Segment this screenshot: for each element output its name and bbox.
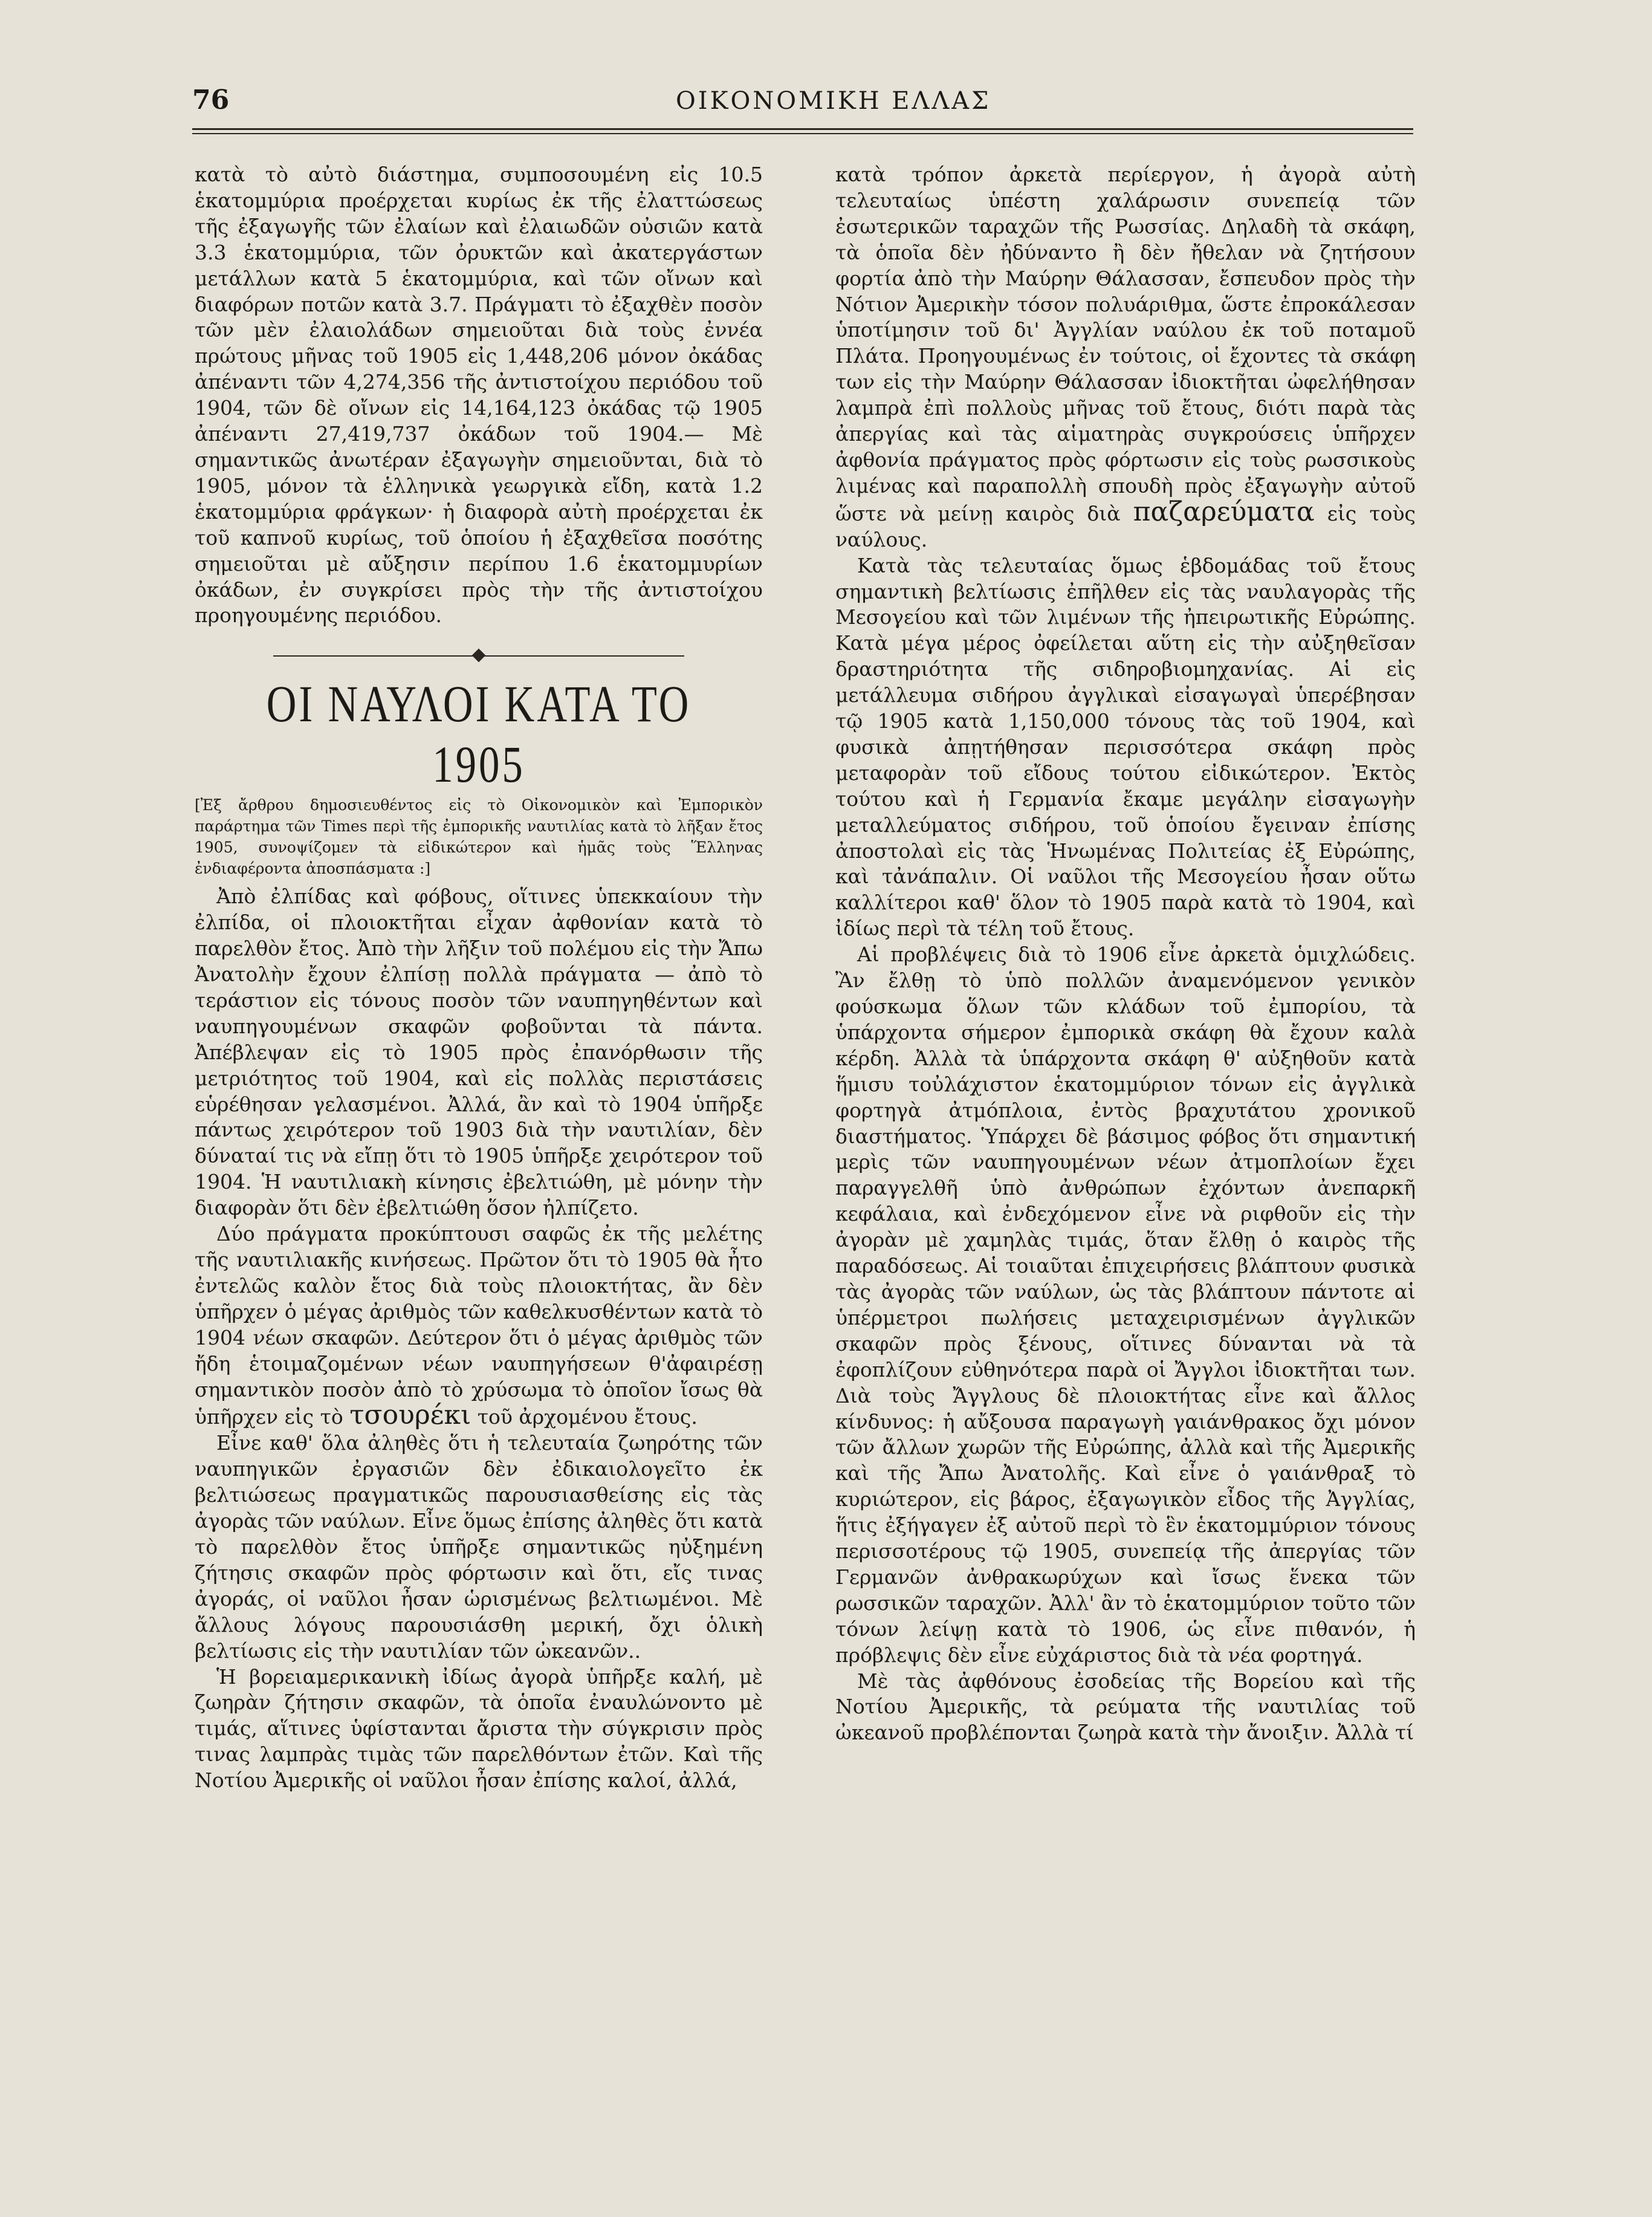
section-divider	[195, 647, 763, 665]
left-paragraph-3	[195, 1221, 763, 1430]
header-rule-top	[192, 128, 1413, 130]
left-paragraph-4: Εἶνε καθ' ὅλα ἀληθὲς ὅτι ἡ τελευταία ζωηρότης τῶν ναυπηγικῶν ἐργασιῶν δὲν ἐδικαιολογεῖτο ἐκ βελτιώσεως πραγματικῶς παρουσιασθείσης εἰς τὰς ἀγορὰς τῶν ναύλων. Εἶνε ὅμως ἐπίσης ἀληθὲς ὅτι κατὰ τὸ παρελθὸν ἔτος ὑπῆρξε σημαντικῶς ηὐξημένη ζήτησις σκαφῶν πρὸς φόρτωσιν καὶ ὅτι, εἴς τινας ἀγοράς, οἱ ναῦλοι ἦσαν ὡρισμένως βελτιωμένοι. Μὲ ἄλλους λόγους παρουσιάσθη μερική, ὄχι ὁλικὴ βελτίωσις εἰς τὴν ναυτιλίαν τῶν ὠκεανῶν..	[195, 1431, 763, 1663]
left-paragraph-5: Ἡ βορειαμερικανικὴ ἰδίως ἀγορὰ ὑπῆρξε καλή, μὲ ζωηρὰν ζήτησιν σκαφῶν, τὰ ὁποῖα ἐναυλώνοντο μὲ τιμάς, αἵτινες ὑφίστανται ἄριστα τὴν σύγκρισιν πρὸς τινας λαμπρὰς τιμὰς τῶν παρελθόντων ἐτῶν. Καὶ τῆς Νοτίου Ἀμερικῆς οἱ ναῦλοι ἦσαν ἐπίσης καλοί, ἀλλά,	[195, 1664, 763, 1793]
page-number: 76	[192, 85, 230, 115]
right-paragraph-4: Μὲ τὰς ἀφθόνους ἐσοδείας τῆς Βορείου καὶ τῆς Νοτίου Ἀμερικῆς, τὰ ρεύματα τῆς ναυτιλίας τοῦ ὠκεανοῦ προβλέπονται ζωηρὰ κατὰ τὴν ἄνοιξιν. Ἀλλὰ τί	[835, 1669, 1416, 1745]
right-paragraph-3: Αἱ προβλέψεις διὰ τὸ 1906 εἶνε ἀρκετὰ ὁμιχλώδεις. Ἂν ἔλθῃ τὸ ὑπὸ πολλῶν ἀναμενόμενον γενικὸν φούσκωμα ὅλων τῶν κλάδων τοῦ ἐμπορίου, τὰ ὑπάρχοντα σήμερον ἐμπορικὰ σκάφη θὰ ἔχουν καλὰ κέρδη. Ἀλλὰ τὰ ὑπάρχοντα σκάφη θ' αὐξηθοῦν κατὰ ἥμισυ τοὐλάχιστον ἑκατομμύριον τόνων εἰς ἀγγλικὰ φορτηγὰ ἀτμόπλοια, ἐντὸς βραχυτάτου χρονικοῦ διαστήματος. Ὑπάρχει δὲ βάσιμος φόβος ὅτι σημαντική μερὶς τῶν ναυπηγουμένων νέων ἀτμοπλοίων ἔχει παραγγελθῆ ὑπὸ ἀνθρώπων ἐχόντων ἀνεπαρκῆ κεφάλαια, καὶ ἐνδεχόμενον εἶνε νὰ ριφθοῦν εἰς τὴν ἀγορὰν μὲ χαμηλὰς τιμάς, ὅταν ἔλθῃ ὁ καιρὸς τῆς παραδόσεως. Αἱ τοιαῦται ἐπιχειρήσεις βλάπτουν φυσικὰ τὰς ἀγορὰς τῶν ναύλων, ὡς τὰς βλάπτουν πάντοτε αἱ ὑπέρμετροι πωλήσεις μεταχειρισμένων ἀγγλικῶν σκαφῶν πρὸς ξένους, οἵτινες δύνανται νὰ τὰ ἐφοπλίζουν εὐθηνότερα παρὰ οἱ Ἄγγλοι ἰδιοκτῆται των. Διὰ τοὺς Ἄγγλους δὲ πλοιοκτήτας εἶνε καὶ ἄλλος κίνδυνος: ἡ αὔξουσα παραγωγὴ γαιάνθρακος ὄχι μόνον τῶν ἄλλων χωρῶν τῆς Εὐρώπης, ἀλλὰ καὶ τῆς Ἀμερικῆς καὶ τῆς Ἄπω Ἀνατολῆς. Καὶ εἶνε ὁ γαιάνθραξ τὸ κυριώτερον, εἰς βάρος, ἐξαγωγικὸν εἶδος τῆς Ἀγγλίας, ἥτις ἐξήγαγεν ἐξ αὐτοῦ περὶ τὸ ἓν ἑκατομμύριον τόνους περισσοτέρους τῷ 1905, συνεπείᾳ τῆς ἀπεργίας τῶν Γερμανῶν ἀνθρακωρύχων καὶ ἴσως ἕνεκα τῶν ρωσσικῶν ταραχῶν. Ἀλλ' ἂν τὸ ἑκατομμύριον τοῦτο τῶν τόνων λείψῃ κατὰ τὸ 1906, ὡς εἶνε πιθανόν, ἡ πρόβλεψις δὲν εἶνε εὐχάριστος διὰ τὰ νέα φορτηγά.	[835, 943, 1416, 1667]
emphasized-word: παζαρεύματα	[1133, 496, 1315, 527]
article-intro: [Ἐξ ἄρθρου δημοσιευθέντος εἰς τὸ Οἰκονομικὸν καὶ Ἐμπορικὸν παράρτημα τῶν Times περὶ τῆς ἐμπορικῆς ναυτιλίας κατὰ τὸ λῆξαν ἔτος 1905, συνοψίζομεν τὰ εἰδικώτερον καὶ ἡμᾶς τοὺς Ἕλληνας ἐνδιαφέροντα ἀποσπάσματα :]	[195, 796, 763, 878]
left-paragraph-1: κατὰ τὸ αὐτὸ διάστημα, συμποσουμένη εἰς 10.5 ἑκατομμύρια προέρχεται κυρίως ἐκ τῆς ἐλαττώσεως τῆς ἐξαγωγῆς τῶν ἐλαίων καὶ ἐλαιωδῶν οὐσιῶν κατὰ 3.3 ἑκατομμύρια, τῶν ὀρυκτῶν καὶ ἀκατεργάστων μετάλλων κατὰ 5 ἑκατομμύρια, καὶ τῶν οἴνων καὶ διαφόρων ποτῶν κατὰ 3.7. Πράγματι τὸ ἐξαχθὲν ποσὸν τῶν μὲν ἐλαιολάδων σημειοῦται διὰ τοὺς ἐννέα πρώτους μῆνας τοῦ 1905 εἰς 1,448,206 μόνον ὀκάδας ἀπέναντι τῶν 4,274,356 τῆς ἀντιστοίχου περιόδου τοῦ 1904, τῶν δὲ οἴνων εἰς 14,164,123 ὀκάδας τῷ 1905 ἀπέναντι 27,419,737 ὀκάδων τοῦ 1904.— Μὲ σημαντικῶς ἀνωτέραν ἐξαγωγὴν σημειοῦνται, διὰ τὸ 1905, μόνον τὰ ἑλληνικὰ γεωργικὰ εἴδη, κατὰ 1.2 ἑκατομμύρια φράγκων· ἡ διαφορὰ αὐτὴ προέρχεται ἐκ τοῦ καπνοῦ κυρίως, τοῦ ὁποίου ἡ ἐξαχθεῖσα ποσότης σημειοῦται μὲ αὔξησιν περίπου 1.6 ἑκατομμυρίων ὀκάδων, ἐν συγκρίσει πρὸς τὴν τῆς ἀντιστοίχου προηγουμένης περιόδου.	[195, 163, 763, 628]
right-paragraph-1-text: κατὰ τρόπον ἀρκετὰ περίεργον, ἡ ἀγορὰ αὐτὴ τελευταίως ὑπέστη χαλάρωσιν συνεπείᾳ τῶν ἐσωτερικῶν ταραχῶν τῆς Ρωσσίας. Δηλαδὴ τὰ σκάφη, τὰ ὁποῖα δὲν ἠδύναντο ἢ δὲν ἤθελαν νὰ ζητήσουν φορτία ἀπὸ τὴν Μαύρην Θάλασσαν, ἔσπευδον πρὸς τὴν Νότιον Ἀμερικὴν τόσον πολυάριθμα, ὥστε ἐπροκάλεσαν ὑποτίμησιν τοῦ δι' Ἀγγλίαν ναύλου ἐκ τοῦ ποταμοῦ Πλάτα. Προηγουμένως ἐν τούτοις, οἱ ἔχοντες τὰ σκάφη των εἰς τὴν Μαύρην Θάλασσαν ἰδιοκτῆται ὠφελήθησαν λαμπρὰ ἐπὶ πολλοὺς μῆνας τοῦ ἔτους, διότι παρὰ τὰς ἀπεργίας καὶ τὰς αἱματηρὰς συγκρούσεις ὑπῆρχεν ἀφθονία πράγματος πρὸς φόρτωσιν εἰς τοὺς ρωσσικοὺς λιμένας καὶ παραπολλὴ σπουδὴ πρὸς ἐξαγωγὴν αὐτοῦ ὥστε νὰ μείνῃ καιρὸς διὰ	[835, 163, 1416, 525]
right-column	[835, 162, 1416, 1746]
left-paragraph-3-end: τοῦ ἀρχομένου ἔτους.	[477, 1405, 698, 1429]
emphasized-word: τσουρέκι	[349, 1400, 471, 1431]
article-headline: ΟΙ ΝΑΥΛΟΙ ΚΑΤΑ ΤΟ 1905	[266, 675, 692, 794]
header-rule-bottom	[192, 133, 1413, 134]
divider-diamond-icon	[472, 649, 486, 663]
right-paragraph-1-end: εἰς τοὺς ναύλους.	[835, 501, 1416, 551]
running-title: ΟΙΚΟΝΟΜΙΚΗ ΕΛΛΑΣ	[676, 87, 991, 115]
right-paragraph-2: Κατὰ τὰς τελευταίας ὅμως ἑβδομάδας τοῦ ἔτους σημαντικὴ βελτίωσις ἐπῆλθεν εἰς τὰς ναυλαγορὰς τῆς Μεσογείου καὶ τῶν λιμένων τῆς ἠπειρωτικῆς Εὐρώπης. Κατὰ μέγα μέρος ὀφείλεται αὕτη εἰς τὴν αὐξηθεῖσαν δραστηριότητα τῆς σιδηροβιομηχανίας. Αἱ εἰς μετάλλευμα σιδήρου ἀγγλικαὶ εἰσαγωγαὶ ὑπερέβησαν τῷ 1905 κατὰ 1,150,000 τόνους τὰς τοῦ 1904, καὶ φυσικὰ ἀπῃτήθησαν περισσότερα σκάφη πρὸς μεταφορὰν τοῦ εἴδους τούτου εἰδικώτερον. Ἐκτὸς τούτου καὶ ἡ Γερμανία ἔκαμε μεγάλην εἰσαγωγὴν μεταλλεύματος σιδήρου, τοῦ ὁποίου ἔγειναν ἐπίσης ἀποστολαὶ εἰς τὰς Ἡνωμένας Πολιτείας ἐξ Εὐρώπης, καὶ τἀνάπαλιν. Οἱ ναῦλοι τῆς Μεσογείου ἦσαν οὕτω καλλίτεροι καθ' ὅλον τὸ 1905 παρὰ κατὰ τὸ 1904, καὶ ἰδίως περὶ τὰ τέλη τοῦ ἔτους.	[835, 553, 1416, 941]
left-column	[195, 162, 763, 1794]
left-paragraph-2: Ἀπὸ ἐλπίδας καὶ φόβους, οἵτινες ὑπεκκαίουν τὴν ἐλπίδα, οἱ πλοιοκτῆται εἶχαν ἀφθονίαν κατὰ τὸ παρελθὸν ἔτος. Ἀπὸ τὴν λῆξιν τοῦ πολέμου εἰς τὴν Ἄπω Ἀνατολὴν ἔχουν ἐλπίσῃ πολλὰ πράγματα — ἀπὸ τὸ τεράστιον εἰς τόνους ποσὸν τῶν ναυπηγηθέντων καὶ ναυπηγουμένων σκαφῶν φοβοῦνται τὰ πάντα. Ἀπέβλεψαν εἰς τὸ 1905 πρὸς ἐπανόρθωσιν τῆς μετριότητος τοῦ 1904, καὶ εἰς πολλὰς περιστάσεις εὑρέθησαν γελασμένοι. Ἀλλά, ἂν καὶ τὸ 1904 ὑπῆρξε πάντως χειρότερον τοῦ 1903 διὰ τὴν ναυτιλίαν, δὲν δύναταί τις νὰ εἴπῃ ὅτι τὸ 1905 ὑπῆρξε χειρότερον τοῦ 1904. Ἡ ναυτιλιακὴ κίνησις ἐβελτιώθη, μὲ μόνην τὴν διαφορὰν ὅτι δὲν ἐβελτιώθη ὅσον ἠλπίζετο.	[195, 885, 763, 1220]
page-header	[192, 85, 1413, 121]
right-paragraph-1	[835, 162, 1416, 553]
left-paragraph-3-text: Δύο πράγματα προκύπτουσι σαφῶς ἐκ τῆς μελέτης τῆς ναυτιλιακῆς κινήσεως. Πρῶτον ὅτι τὸ 1905 θὰ ἦτο ἐντελῶς καλὸν ἔτος διὰ τοὺς πλοιοκτήτας, ἂν δὲν ὑπῆρχεν ὁ μέγας ἀριθμὸς τῶν καθελκυσθέντων κατὰ τὸ 1904 νέων σκαφῶν. Δεύτερον ὅτι ὁ μέγας ἀριθμὸς τῶν ἤδη ἑτοιμαζομένων νέων ναυπηγήσεων θ'ἀφαιρέσῃ σημαντικὸν ποσὸν ἀπὸ τὸ χρύσωμα τὸ ὁποῖον ἴσως θὰ ὑπῆρχεν εἰς τὸ	[195, 1222, 763, 1429]
